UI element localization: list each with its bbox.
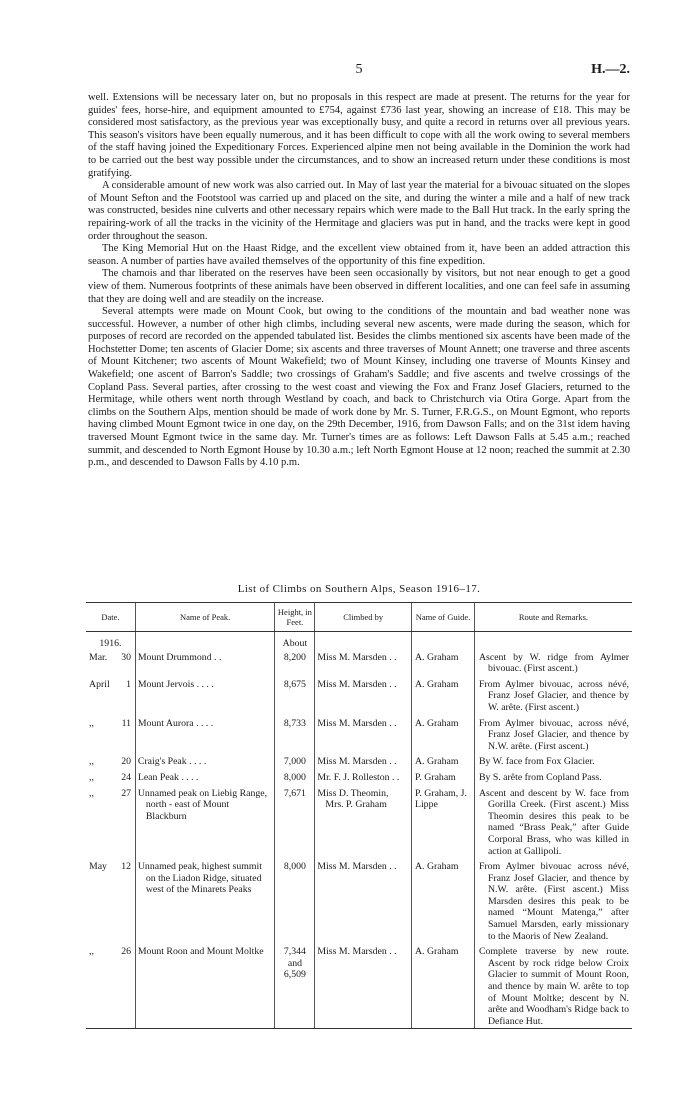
route-remarks: By S. arête from Copland Pass. [478, 771, 602, 783]
route-remarks: Ascent and descent by W. face from Gorilla Creek. (First ascent.) Miss Theomin desires this peak to be named “Brass Peak,” after Guide Corporal Brass, who was killed in action at Gallipoli. [478, 787, 629, 857]
guide-cell: A. Graham [411, 943, 474, 1029]
route-cell [474, 753, 632, 769]
table-row [86, 715, 632, 754]
peak-name-cell: Unnamed peak on Liebig Range, north - east of Mount Blackburn [135, 785, 275, 859]
table-row [86, 676, 632, 715]
guide-cell: P. Graham [411, 769, 474, 785]
height-cell: 8,675 [275, 676, 315, 715]
climbed-by-cell: Miss M. Marsden . . [315, 651, 412, 676]
guide-cell: A. Graham [411, 753, 474, 769]
route-remarks: By W. face from Fox Glacier. [478, 756, 595, 768]
peak-name-cell: Mount Drummond . . [135, 651, 275, 676]
guide-cell: A. Graham [411, 651, 474, 676]
header-route: Route and Remarks. [474, 603, 632, 632]
guide-cell: A. Graham [411, 676, 474, 715]
table-row [86, 943, 632, 1029]
guide-cell: A. Graham [411, 715, 474, 754]
date-cell [86, 753, 135, 769]
route-cell [474, 785, 632, 859]
date-month: April [89, 678, 110, 690]
peak-name-cell: Mount Aurora . . . . [135, 715, 275, 754]
header-date: Date. [86, 603, 135, 632]
year-label: 1916. [99, 638, 122, 649]
height-about-label: About [275, 632, 315, 651]
date-month: Mar. [89, 651, 108, 663]
date-day: 20 [121, 756, 131, 768]
guide-cell: A. Graham [411, 858, 474, 943]
height-cell: 7,671 [275, 785, 315, 859]
table-row [86, 651, 632, 676]
date-month: ,, [89, 787, 94, 799]
header-climbed-by: Climbed by [315, 603, 412, 632]
route-remarks: Ascent by W. ridge from Aylmer bivouac. (First ascent.) [478, 651, 629, 675]
page-header [88, 62, 630, 80]
route-remarks: From Aylmer bivouac, across névé, Franz Josef Glacier, and thence by N.W. arête. (First ascent.) [478, 717, 629, 752]
date-month: ,, [89, 717, 94, 729]
route-cell [474, 769, 632, 785]
header-guide: Name of Guide. [411, 603, 474, 632]
paragraph: The King Memorial Hut on the Haast Ridge, and the excellent view obtained from it, have been an added attraction this season. A number of parties have availed themselves of the opportunity of this fine expedition. [88, 243, 630, 267]
table-header-row [86, 603, 632, 632]
climbs-table [86, 602, 632, 1029]
climbed-by-cell: Miss D. Theomin, Mrs. P. Graham [315, 785, 412, 859]
climbed-by-cell: Miss M. Marsden . . [315, 715, 412, 754]
climbed-by-cell: Miss M. Marsden . . [315, 943, 412, 1029]
peak-name-cell: Craig's Peak . . . . [135, 753, 275, 769]
guide-cell: P. Graham, J. Lippe [411, 785, 474, 859]
route-cell [474, 651, 632, 676]
route-cell [474, 715, 632, 754]
date-cell [86, 715, 135, 754]
climbed-by-cell: Miss M. Marsden . . [315, 753, 412, 769]
paragraph: Several attempts were made on Mount Cook, but owing to the conditions of the mountain and bad weather none was successful. However, a number of other high climbs, including several new ascents, were made during the season, which for purposes of record are recorded on the appended tabulated list. Besides the climbs mentioned six ascents have been made of the Hochstetter Dome; ten ascents of Glacier Dome; six ascents and three traverses of Mount Annett; one traverse and three ascents of Mount Kitchener; two ascents of Mount Wakefield; two of Mount Kinsey, including one traverse of Mounts Kinsey and Wakefield; one ascent of Barron's Saddle; two crossings of Graham's Saddle; and five ascents and twelve crossings of the Copland Pass. Several parties, after crossing to the west coast and viewing the Fox and Franz Josef Glaciers, returned to the Hermitage, while others went north through Westland by coach, and back to Christchurch via Otira Gorge. Apart from the climbs on the Southern Alps, mention should be made of work done by Mr. S. Turner, F.R.G.S., on Mount Egmont, who reports having climbed Mount Egmont twice in one day, on the 29th December, 1916, from Dawson Falls; and on the 31st idem having traversed Mount Egmont twice in the same day. Mr. Turner's times are as follows: Left Dawson Falls at 5.45 a.m.; reached summit, and descended to North Egmont House by 10.30 a.m.; left North Egmont House at 12 noon; reached the summit at 2.30 p.m., and descended to Dawson Falls by 4.10 p.m. [88, 306, 630, 469]
date-cell [86, 943, 135, 1029]
climbed-by-cell: Miss M. Marsden . . [315, 858, 412, 943]
height-cell: 7,344 and 6,509 [275, 943, 315, 1029]
peak-name-cell: Unnamed peak, highest summit on the Liadon Ridge, situated west of the Minarets Peaks [135, 858, 275, 943]
table-row [86, 785, 632, 859]
document-reference: H.—2. [591, 62, 630, 77]
date-cell [86, 676, 135, 715]
table-row [86, 753, 632, 769]
date-day: 24 [121, 771, 131, 783]
date-day: 26 [121, 946, 131, 958]
date-month: ,, [89, 946, 94, 958]
paragraph: The chamois and thar liberated on the reserves have been seen occasionally by visitors, but not near enough to get a good view of them. Numerous footprints of these animals have been observed in different localities, and one can feel safe in assuming that they are doing well and are steadily on the increase. [88, 268, 630, 305]
date-cell [86, 769, 135, 785]
date-month: ,, [89, 756, 94, 768]
date-month: ,, [89, 771, 94, 783]
height-cell: 8,000 [275, 858, 315, 943]
height-cell: 8,733 [275, 715, 315, 754]
header-peak: Name of Peak. [135, 603, 275, 632]
route-remarks: From Aylmer bivouac across névé, Franz Josef Glacier, and thence by N.W. arête. (First ascent.) Miss Marsden desires this peak to be named “Mount Matenga,” after Samuel Marsden, early missionary to the Maoris of New Zealand. [478, 861, 629, 942]
table-row [86, 769, 632, 785]
date-day: 12 [121, 861, 131, 873]
climbed-by-cell: Miss M. Marsden . . [315, 676, 412, 715]
table-title: List of Climbs on Southern Alps, Season 1916–17. [237, 583, 481, 595]
paragraph: well. Extensions will be necessary later on, but no proposals in this respect are made at present. The returns for the year for guides' fees, horse-hire, and equipment amounted to £754, against £736 last year, showing an increase of £18. This may be considered most satisfactory, as the previous year was exceptionally busy, and quite a record in returns over all previous years. This season's visitors have been equally numerous, and it has been difficult to cope with all the work owing to several members of the staff having joined the Expeditionary Forces. Experienced alpine men not being available in the Dominion the work had to be carried out the best way possible under the circumstances, and to show an increased return under these conditions is most gratifying. [88, 92, 630, 179]
peak-name-cell: Mount Jervois . . . . [135, 676, 275, 715]
date-month: May [89, 861, 107, 873]
peak-name-cell: Mount Roon and Mount Moltke [135, 943, 275, 1029]
route-remarks: From Aylmer bivouac, across névé, Franz Josef Glacier, and thence by W. arête. (First ascent.) [478, 678, 629, 713]
route-cell [474, 676, 632, 715]
route-remarks: Complete traverse by new route. Ascent by rock ridge below Croix Glacier to summit of Mount Roon, and thence by main W. arête to top of Mount Moltke; descent by N. arête and Woodham's Ridge back to Defiance Hut. [478, 946, 629, 1027]
route-cell [474, 858, 632, 943]
date-cell [86, 651, 135, 676]
header-height: Height, in Feet. [275, 603, 315, 632]
height-cell: 7,000 [275, 753, 315, 769]
route-cell [474, 943, 632, 1029]
date-cell [86, 858, 135, 943]
peak-name-cell: Lean Peak . . . . [135, 769, 275, 785]
date-day: 30 [121, 651, 131, 663]
climbed-by-cell: Mr. F. J. Rolleston . . [315, 769, 412, 785]
height-cell: 8,200 [275, 651, 315, 676]
table-row [86, 858, 632, 943]
body-text [88, 92, 630, 470]
date-day: 11 [121, 717, 131, 729]
table-year-row [86, 632, 632, 651]
date-day: 27 [121, 787, 131, 799]
page-number: 5 [355, 62, 363, 77]
height-cell: 8,000 [275, 769, 315, 785]
date-day: 1 [126, 678, 131, 690]
paragraph: A considerable amount of new work was also carried out. In May of last year the material for a bivouac situated on the slopes of Mount Sefton and the Footstool was carried up and placed on the site, and during the winter a mile and a half of new track was constructed, besides nine culverts and other necessary repairs which were made to the Ball Hut track. In the early spring the repairing-work of all the tracks in the vicinity of the Hermitage and glaciers was put in hand, and the tracks were kept in good order throughout the season. [88, 180, 630, 242]
date-cell [86, 785, 135, 859]
